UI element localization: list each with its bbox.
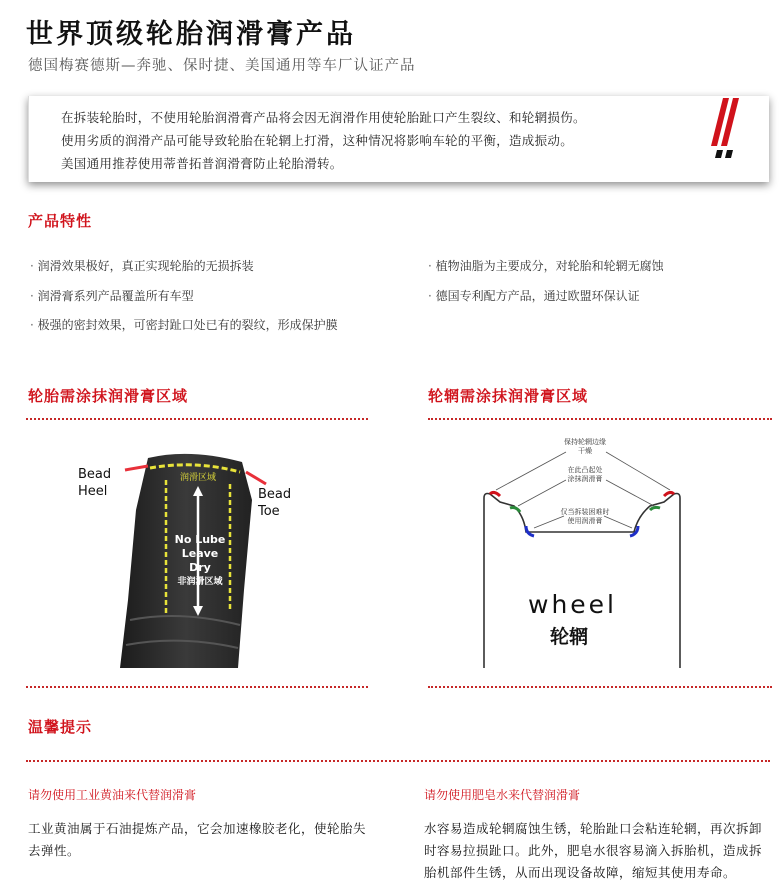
feature-item: · 润滑效果极好，真正实现轮胎的无损拆装 [30, 257, 254, 274]
notice-box [28, 96, 769, 182]
notice-line: 在拆装轮胎时，不使用轮胎润滑膏产品将会因无润滑作用使轮胎趾口产生裂纹、和轮辋损伤。 [61, 110, 586, 125]
divider [428, 418, 772, 420]
divider [428, 686, 772, 688]
divider [26, 760, 770, 762]
no-lube-label: No Lube Leave Dry 非润滑区域 [174, 533, 226, 587]
divider [26, 686, 368, 688]
lube-zone-label: 润滑区域 [180, 473, 217, 483]
features-title: 产品特性 [28, 212, 93, 230]
bead-heel-label: Bead Heel [78, 467, 112, 499]
notice-line: 美国通用推荐使用蒂普拓普润滑膏防止轮胎滑转。 [61, 156, 343, 171]
notice-line: 使用劣质的润滑产品可能导致轮胎在轮辋上打滑，这种情况将影响车轮的平衡，造成振动。 [61, 133, 574, 148]
divider [26, 418, 368, 420]
rim-label-mid: 在此凸起处 涂抹润滑膏 [567, 466, 603, 483]
wheel-label-cn: 轮辋 [550, 626, 589, 648]
rim-label-top: 保持轮辋边缘 干燥 [564, 438, 606, 455]
feature-item: · 极强的密封效果，可密封趾口处已有的裂纹，形成保护膜 [30, 316, 338, 333]
stripes-logo-icon [709, 98, 743, 172]
rim-area-title: 轮辋需涂抹润滑膏区域 [428, 387, 589, 405]
tip-left-text: 工业黄油属于石油提炼产品，它会加速橡胶老化，使轮胎失 去弹性。 [28, 821, 367, 858]
tip-left-subtitle: 请勿使用工业黄油来代替润滑膏 [28, 788, 197, 802]
feature-item: · 植物油脂为主要成分，对轮胎和轮辋无腐蚀 [428, 257, 664, 274]
bead-toe-label: Bead Toe [258, 487, 292, 519]
feature-item: · 润滑膏系列产品覆盖所有车型 [30, 287, 194, 304]
tip-right-subtitle: 请勿使用肥皂水来代替润滑膏 [424, 788, 581, 802]
page-title: 世界顶级轮胎润滑膏产品 [26, 19, 356, 50]
feature-item: · 德国专利配方产品，通过欧盟环保认证 [428, 287, 640, 304]
page-subtitle: 德国梅赛德斯—奔驰、保时捷、美国通用等车厂认证产品 [28, 58, 416, 74]
tire-area-title: 轮胎需涂抹润滑膏区域 [28, 387, 189, 405]
rim-label-low: 仅当拆装困难时 使用润滑膏 [560, 508, 610, 525]
tips-title: 温馨提示 [28, 718, 93, 736]
tip-right-text: 水容易造成轮辋腐蚀生锈，轮胎趾口会粘连轮辋，再次拆卸 时容易拉损趾口。此外，肥皂水很容易滴入拆胎机，造成拆 胎机部件生锈，从而出现设备故障，缩短其使用寿命。 [424, 821, 763, 880]
wheel-label-en: wheel [528, 590, 617, 619]
